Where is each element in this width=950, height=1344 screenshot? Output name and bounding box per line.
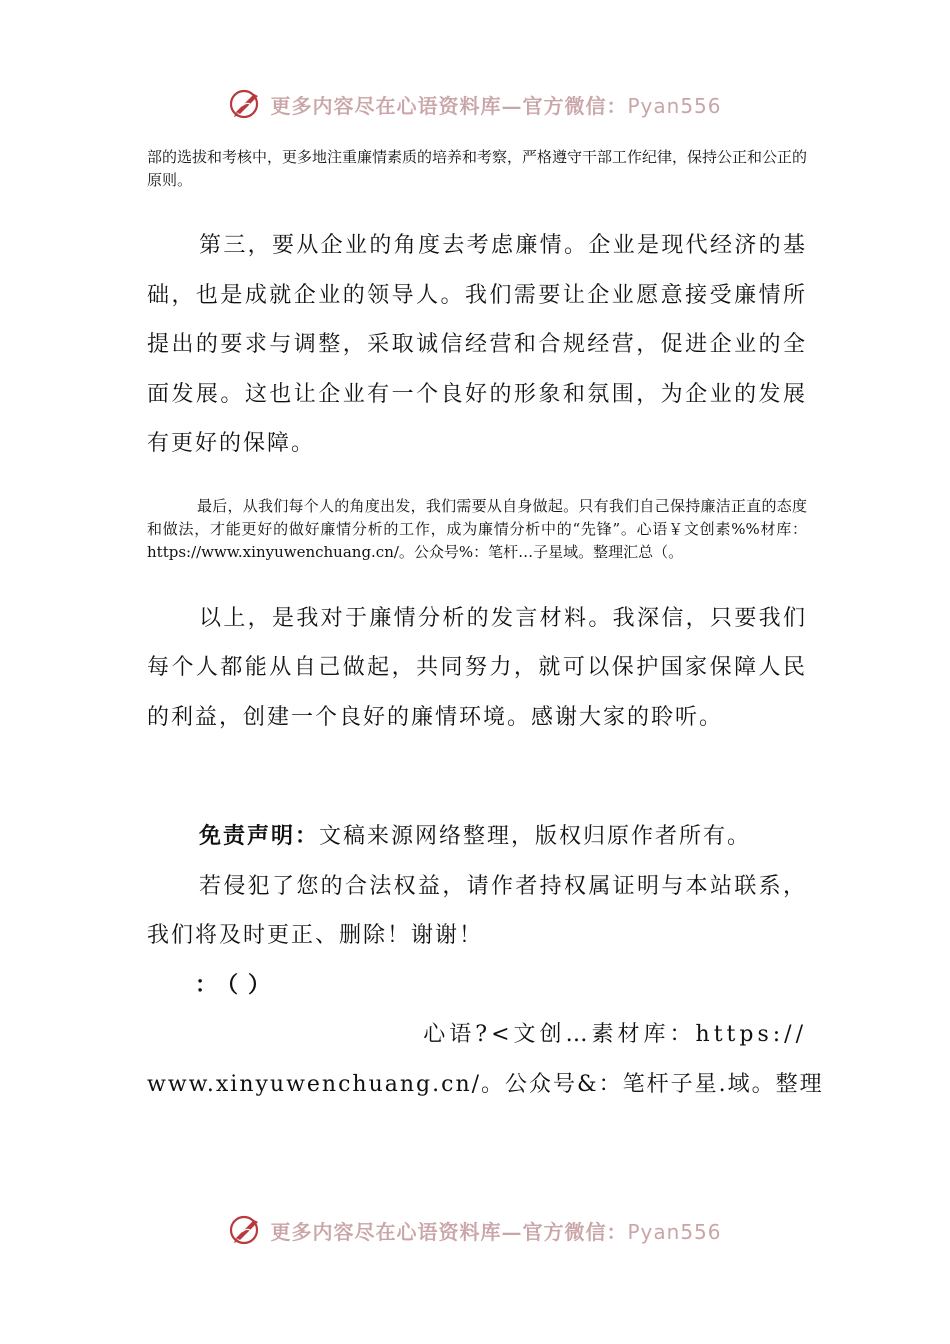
footer-banner <box>0 1210 950 1250</box>
source-line: 心语?<文创…素材库：https:// <box>423 1022 807 1047</box>
disclaimer-text: 文稿来源网络整理，版权归原作者所有。 <box>319 824 752 849</box>
paragraph-enterprise: 第三，要从企业的角度去考虑廉情。企业是现代经济的基础，也是成就企业的领导人。我们需要让企业愿意接受廉情所提出的要求与调整，采取诚信经营和合规经营，促进企业的全面发展。这也让企业有一个良好的形象和氛围，为企业的发展有更好的保障。 <box>147 233 807 456</box>
pen-logo-icon <box>228 86 264 122</box>
document-body <box>147 146 824 1109</box>
source-url-line: www.xinyuwenchuang.cn/。公众号&：笔杆子星.域。整理 <box>147 1071 824 1097</box>
banner-title: 更多内容尽在心语资料库—官方微信：Pyan556 <box>270 93 722 118</box>
disclaimer-colon-line: ：（） <box>195 972 281 998</box>
disclaimer-line-1 <box>147 812 807 862</box>
disclaimer-label: 免责声明： <box>199 824 320 849</box>
pen-logo-icon <box>228 1212 264 1248</box>
paragraph-finally: 最后，从我们每个人的角度出发，我们需要从自身做起。只有我们自己保持廉洁正直的态度和做法，才能更好的做好廉情分析的工作，成为廉情分析中的“先锋”。心语￥文创素%%材库：https://www.xinyuwenchuang.cn/。公众号%：笔杆…子星域。整理汇总（。 <box>147 496 807 561</box>
disclaimer-section <box>147 812 824 1109</box>
paragraph-conclusion: 以上，是我对于廉情分析的发言材料。我深信，只要我们每个人都能从自己做起，共同努力，就可以保护国家保障人民的利益，创建一个良好的廉情环境。感谢大家的聆听。 <box>147 605 807 730</box>
header-banner <box>0 84 950 124</box>
footer-banner-title: 更多内容尽在心语资料库—官方微信：Pyan556 <box>270 1219 722 1244</box>
disclaimer-line-2: 若侵犯了您的合法权益，请作者持权属证明与本站联系，我们将及时更正、删除！谢谢！ <box>147 873 807 948</box>
footer-wechat-id: Pyan556 <box>627 1219 722 1244</box>
paragraph-selection-review: 部的选拔和考核中，更多地注重廉情素质的培养和考察，严格遵守干部工作纪律，保持公正和公正的原则。 <box>147 148 808 189</box>
banner-wechat-id: Pyan556 <box>627 93 722 118</box>
